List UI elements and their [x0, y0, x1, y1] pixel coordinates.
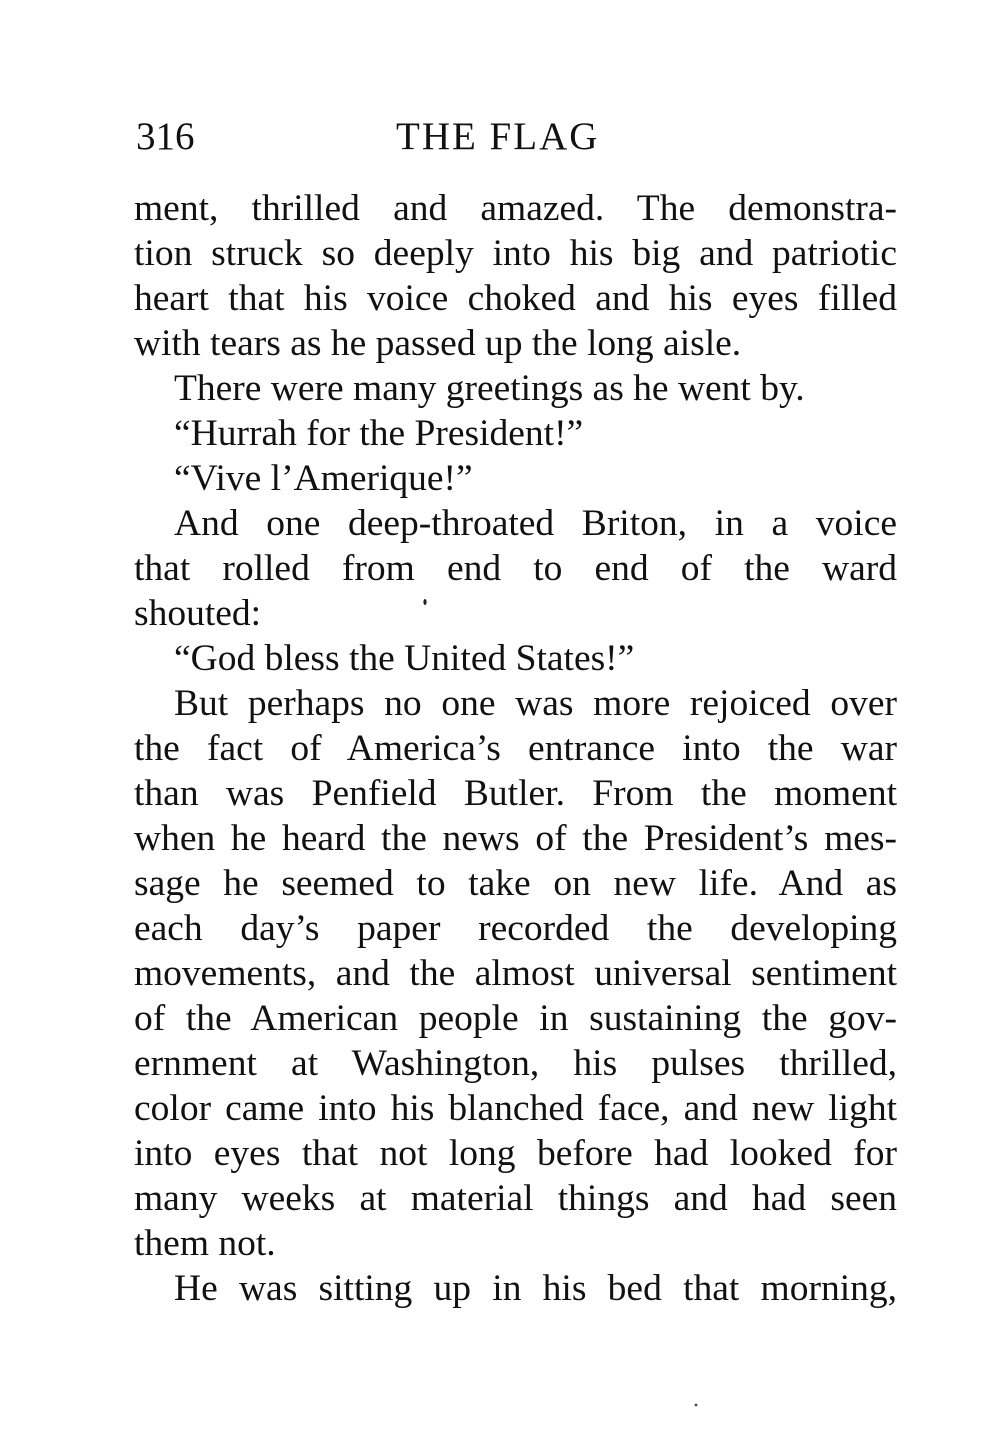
- ink-speck: [695, 1404, 698, 1407]
- text-line: than was Penfield Butler. From the moment: [134, 773, 897, 814]
- text-line: heart that his voice choked and his eyes filled: [134, 278, 897, 319]
- body-text: [134, 186, 897, 1311]
- text-line: the fact of America’s entrance into the war: [134, 728, 897, 769]
- text-line: into eyes that not long before had looked for: [134, 1133, 897, 1174]
- text-line: that rolled from end to end of the ward: [134, 548, 897, 589]
- text-line: “Hurrah for the President!”: [174, 413, 584, 454]
- page-number: 316: [136, 115, 195, 158]
- page-header: [136, 112, 896, 162]
- text-line: movements, and the almost universal sentiment: [134, 953, 897, 994]
- text-line: them not.: [134, 1223, 276, 1264]
- text-line: color came into his blanched face, and new light: [134, 1088, 897, 1129]
- text-line: “Vive l’Amerique!”: [174, 458, 473, 499]
- text-line: “God bless the United States!”: [174, 638, 635, 679]
- text-line: tion struck so deeply into his big and patriotic: [134, 233, 897, 274]
- text-line: There were many greetings as he went by.: [174, 368, 805, 409]
- text-line: with tears as he passed up the long aisle.: [134, 323, 742, 364]
- text-line: many weeks at material things and had seen: [134, 1178, 897, 1219]
- text-line: shouted:: [134, 593, 262, 634]
- text-line: But perhaps no one was more rejoiced over: [174, 683, 897, 724]
- text-line: And one deep-throated Briton, in a voice: [174, 503, 897, 544]
- text-line: each day’s paper recorded the developing: [134, 908, 897, 949]
- running-title: THE FLAG: [396, 115, 600, 158]
- text-line: He was sitting up in his bed that morning,: [174, 1268, 897, 1309]
- text-line: of the American people in sustaining the gov-: [134, 998, 897, 1039]
- text-line: when he heard the news of the President’s mes-: [134, 818, 897, 859]
- text-line: ernment at Washington, his pulses thrilled,: [134, 1043, 897, 1084]
- text-line: sage he seemed to take on new life. And as: [134, 863, 897, 904]
- text-line: ment, thrilled and amazed. The demonstra-: [134, 188, 897, 229]
